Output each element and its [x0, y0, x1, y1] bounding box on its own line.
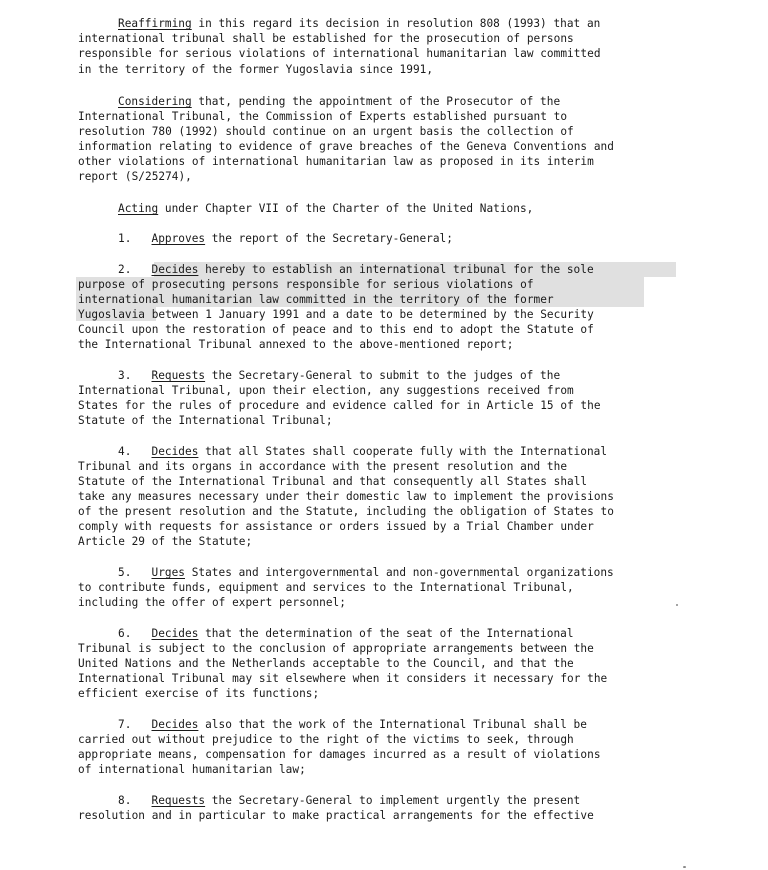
p8-line: efficient exercise of its functions; — [78, 687, 320, 700]
p1-first-line: that, pending the appointment of the Prosecutor of the — [191, 95, 561, 108]
p3-first-line: the report of the Secretary-General; — [205, 232, 453, 245]
paragraph-7 — [78, 717, 718, 732]
p7-number: 5. — [118, 566, 152, 579]
p9-line: carried out without prejudice to the right of the victims to seek, through — [78, 733, 574, 746]
p4-line: Yugoslavia between 1 January 1991 and a date to be determined by the Security — [78, 308, 594, 321]
paragraph-reaffirming — [78, 16, 718, 31]
p5-line: States for the rules of procedure and evidence called for in Article 15 of the — [78, 399, 601, 412]
p8-first-line: that the determination of the seat of the International — [198, 627, 574, 640]
p0-first-line: in this regard its decision in resolution 808 (1993) that an — [191, 17, 601, 30]
p4-line: the International Tribunal annexed to the above-mentioned report; — [78, 338, 514, 351]
paragraph-6 — [78, 626, 718, 641]
p8-keyword: Decides — [151, 627, 199, 640]
p8-line: United Nations and the Netherlands acceptable to the Council, and that the — [78, 657, 574, 670]
p6-line: comply with requests for assistance or orders issued by a Trial Chamber under — [78, 520, 594, 533]
p2-keyword: Acting — [118, 202, 159, 215]
p7-keyword: Urges — [151, 566, 185, 579]
p10-keyword: Requests — [151, 794, 206, 807]
p4-number: 2. — [118, 263, 152, 276]
p5-line: Statute of the International Tribunal; — [78, 414, 333, 427]
p10-line: resolution and in particular to make practical arrangements for the effective — [78, 809, 594, 822]
p8-line: Tribunal is subject to the conclusion of appropriate arrangements between the — [78, 642, 594, 655]
p1-line: other violations of international humanitarian law as proposed in its interim — [78, 155, 594, 168]
p1-line: report (S/25274), — [78, 170, 192, 183]
p9-first-line: also that the work of the International Tribunal shall be — [198, 718, 587, 731]
p7-first-line: States and intergovernmental and non-governmental organizations — [185, 566, 614, 579]
scan-speck — [683, 866, 686, 868]
p0-line: responsible for serious violations of international humanitarian law committed — [78, 47, 601, 60]
p5-line: International Tribunal, upon their election, any suggestions received from — [78, 384, 574, 397]
p7-line: to contribute funds, equipment and services to the International Tribunal, — [78, 581, 574, 594]
p0-keyword: Reaffirming — [118, 17, 192, 30]
p9-number: 7. — [118, 718, 152, 731]
p5-number: 3. — [118, 369, 152, 382]
paragraph-5 — [78, 565, 718, 580]
p6-line: of the present resolution and the Statute, including the obligation of States to — [78, 505, 614, 518]
p0-line: international tribunal shall be established for the prosecution of persons — [78, 32, 574, 45]
p4-line: purpose of prosecuting persons responsible for serious violations of — [78, 278, 534, 291]
p1-line: information relating to evidence of grave breaches of the Geneva Conventions and — [78, 140, 614, 153]
p1-line: International Tribunal, the Commission of Experts established pursuant to — [78, 110, 568, 123]
paragraph-acting — [78, 201, 718, 216]
p9-line: of international humanitarian law; — [78, 763, 306, 776]
p3-number: 1. — [118, 232, 152, 245]
p4-line: international humanitarian law committed in the territory of the former — [78, 293, 554, 306]
paragraph-8 — [78, 793, 718, 808]
p9-keyword: Decides — [151, 718, 199, 731]
p6-line: Article 29 of the Statute; — [78, 535, 253, 548]
p6-line: take any measures necessary under their domestic law to implement the provisions — [78, 490, 614, 503]
p9-line: appropriate means, compensation for damages incurred as a result of violations — [78, 748, 601, 761]
p0-line: in the territory of the former Yugoslavia since 1991, — [78, 63, 434, 76]
paragraph-3 — [78, 368, 718, 383]
p8-number: 6. — [118, 627, 152, 640]
p4-first-line: hereby to establish an international tribunal for the sole — [198, 263, 594, 276]
p1-keyword: Considering — [118, 95, 192, 108]
p6-line: Statute of the International Tribunal and that consequently all States shall — [78, 475, 588, 488]
p2-first-line: under Chapter VII of the Charter of the United Nations, — [158, 202, 534, 215]
p6-keyword: Decides — [151, 445, 199, 458]
p1-line: resolution 780 (1992) should continue on an urgent basis the collection of — [78, 125, 574, 138]
p10-first-line: the Secretary-General to implement urgently the present — [205, 794, 581, 807]
p6-line: Tribunal and its organs in accordance with the present resolution and the — [78, 460, 568, 473]
p3-keyword: Approves — [151, 232, 206, 245]
p6-first-line: that all States shall cooperate fully with the International — [198, 445, 608, 458]
p6-number: 4. — [118, 445, 152, 458]
paragraph-considering — [78, 94, 718, 109]
paragraph-4 — [78, 444, 718, 459]
p10-number: 8. — [118, 794, 152, 807]
p5-first-line: the Secretary-General to submit to the judges of the — [205, 369, 561, 382]
p7-line: including the offer of expert personnel; — [78, 596, 346, 609]
p4-keyword: Decides — [151, 263, 199, 276]
p5-keyword: Requests — [151, 369, 206, 382]
paragraph-2 — [78, 262, 718, 277]
p8-line: International Tribunal may sit elsewhere when it considers it necessary for the — [78, 672, 608, 685]
p4-line: Council upon the restoration of peace and to this end to adopt the Statute of — [78, 323, 594, 336]
paragraph-1 — [78, 231, 718, 246]
